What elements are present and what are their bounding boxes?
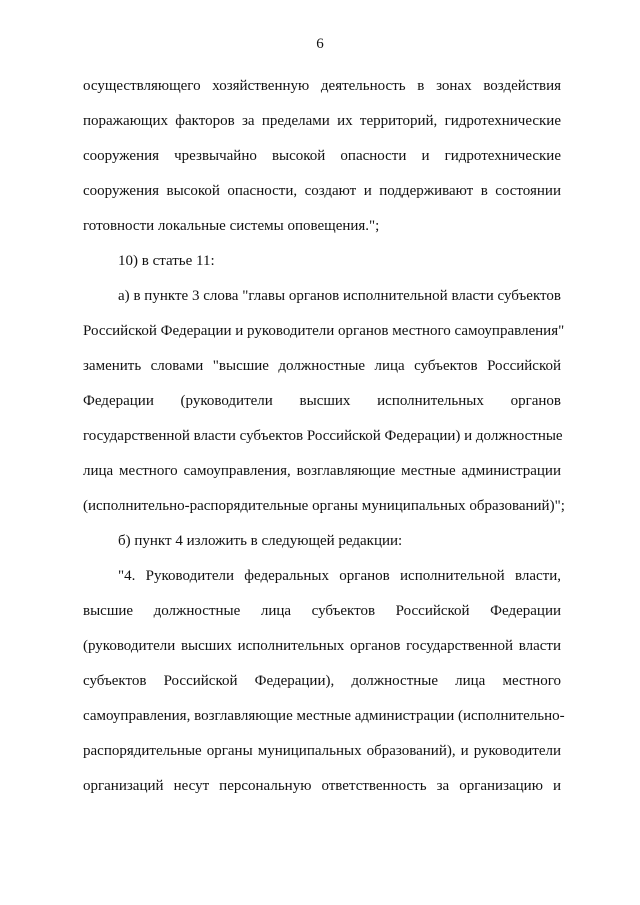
text-line: сооружения чрезвычайно высокой опасности и гидротехнические xyxy=(83,148,561,164)
text-line: поражающих факторов за пределами их территорий, гидротехнические xyxy=(83,113,561,129)
text-line: высшие должностные лица субъектов Российской Федерации xyxy=(83,603,561,619)
text-line: б) пункт 4 изложить в следующей редакции: xyxy=(118,533,403,549)
text-line: а) в пункте 3 слова "главы органов исполнительной власти субъектов xyxy=(118,288,561,304)
text-line: субъектов Российской Федерации), должностные лица местного xyxy=(83,673,561,689)
page-number: 6 xyxy=(316,36,324,52)
text-line: Российской Федерации и руководители органов местного самоуправления" xyxy=(83,323,565,339)
text-line: самоуправления, возглавляющие местные администрации (исполнительно- xyxy=(83,708,565,724)
text-line: готовности локальные системы оповещения."; xyxy=(83,218,380,234)
text-line: Федерации (руководители высших исполнительных органов xyxy=(83,393,561,409)
text-line: "4. Руководители федеральных органов исполнительной власти, xyxy=(118,568,561,584)
text-line: осуществляющего хозяйственную деятельность в зонах воздействия xyxy=(83,78,561,94)
text-line: государственной власти субъектов Российской Федерации) и должностные xyxy=(83,428,563,444)
text-line: 10) в статье 11: xyxy=(118,253,215,269)
text-line: заменить словами "высшие должностные лица субъектов Российской xyxy=(83,358,561,374)
text-line: лица местного самоуправления, возглавляющие местные администрации xyxy=(83,463,561,479)
text-line: организаций несут персональную ответственность за организацию и xyxy=(83,778,561,794)
text-line: сооружения высокой опасности, создают и поддерживают в состоянии xyxy=(83,183,561,199)
text-line: распорядительные органы муниципальных образований), и руководители xyxy=(83,743,561,759)
text-line: (руководители высших исполнительных органов государственной власти xyxy=(83,638,561,654)
text-line: (исполнительно-распорядительные органы муниципальных образований)"; xyxy=(83,498,565,514)
